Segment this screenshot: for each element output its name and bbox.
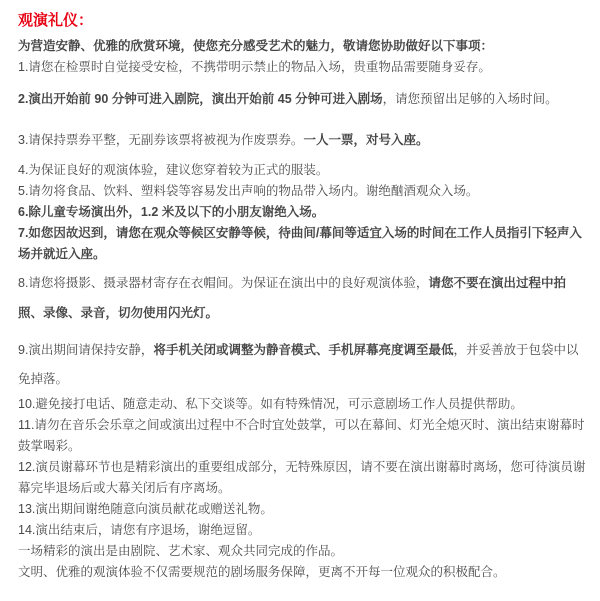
paragraph-item-12: [18, 457, 586, 499]
paragraph-item-1: [18, 57, 586, 78]
paragraph-item-8: [18, 268, 586, 328]
page-title: 观演礼仪：: [18, 12, 94, 29]
text-segment: 文明、优雅的观演体验不仅需要规范的剧场服务保障，更离不开每一位观众的积极配合。: [18, 565, 506, 579]
text-segment: 一场精彩的演出是由剧院、艺术家、观众共同完成的作品。: [18, 544, 344, 558]
paragraph-item-9: [18, 336, 586, 394]
paragraph-item-3: [18, 130, 586, 151]
text-segment: 3.请保持票券平整，无副券该票将被视为作废票券。: [18, 133, 304, 147]
paragraph-item-11: [18, 415, 586, 457]
emphasis-text-segment: 一人一票，对号入座。: [303, 133, 429, 147]
text-segment: 11.请勿在音乐会乐章之间或演出过程中不合时宜处鼓掌，可以在幕间、灯光全熄灭时、演出结束谢幕时鼓掌喝彩。: [18, 418, 585, 453]
text-segment: 14.演出结束后，请您有序退场，谢绝逗留。: [18, 523, 261, 537]
paragraph-item-14: [18, 520, 586, 541]
text-segment: ，请您预留出足够的入场时间。: [382, 92, 558, 106]
text-segment: 8.请您将摄影、摄录器材寄存在衣帽间。为保证在演出中的良好观演体验，: [18, 276, 429, 290]
text-segment: ，并妥善放于包袋中以免掉落。: [18, 343, 579, 386]
text-segment: 4.为保证良好的观演体验，建议您穿着较为正式的服装。: [18, 163, 329, 177]
paragraph-item-4: [18, 160, 586, 181]
emphasis-text-segment: 为营造安静、优雅的欣赏环境，使您充分感受艺术的魅力，敬请您协助做好以下事项：: [18, 39, 494, 53]
text-segment: 10.避免接打电话、随意走动、私下交谈等。如有特殊情况，可示意剧场工作人员提供帮助。: [18, 397, 523, 411]
paragraph-item-7: [18, 223, 586, 265]
emphasis-text-segment: 7.如您因故迟到，请您在观众等候区安静等候，待曲间/幕间等适宜入场的时间在工作人员指引下轻声入场并就近入座。: [18, 226, 582, 261]
text-segment: 1.请您在检票时自觉接受安检，不携带明示禁止的物品入场，贵重物品需要随身妥存。: [18, 60, 491, 74]
paragraph-closing-1: [18, 541, 586, 562]
paragraph-item-6: [18, 202, 586, 223]
emphasis-text-segment: 2.演出开始前 90 分钟可进入剧院，演出开始前 45 分钟可进入剧场: [18, 92, 383, 106]
emphasis-text-segment: 6.除儿童专场演出外，1.2 米及以下的小朋友谢绝入场。: [18, 205, 325, 219]
paragraph-item-13: [18, 499, 586, 520]
text-segment: 9.演出期间请保持安静，: [18, 343, 154, 357]
text-segment: 12.演员谢幕环节也是精彩演出的重要组成部分，无特殊原因，请不要在演出谢幕时离场，您可待演员谢幕完毕退场后或大幕关闭后有序离场。: [18, 460, 586, 495]
paragraph-item-10: [18, 394, 586, 415]
paragraph-item-5: [18, 181, 586, 202]
emphasis-text-segment: 请您不要在演出过程中拍照、录像、录音，切勿使用闪光灯。: [18, 276, 566, 320]
paragraph-intro: [18, 36, 586, 57]
text-segment: 5.请勿将食品、饮料、塑料袋等容易发出声响的物品带入场内。谢绝酗酒观众入场。: [18, 184, 479, 198]
text-segment: 13.演出期间谢绝随意向演员献花或赠送礼物。: [18, 502, 273, 516]
emphasis-text-segment: 将手机关闭或调整为静音模式、手机屏幕亮度调至最低: [153, 343, 454, 357]
paragraph-closing-2: [18, 562, 586, 583]
paragraph-item-2: [18, 89, 586, 110]
